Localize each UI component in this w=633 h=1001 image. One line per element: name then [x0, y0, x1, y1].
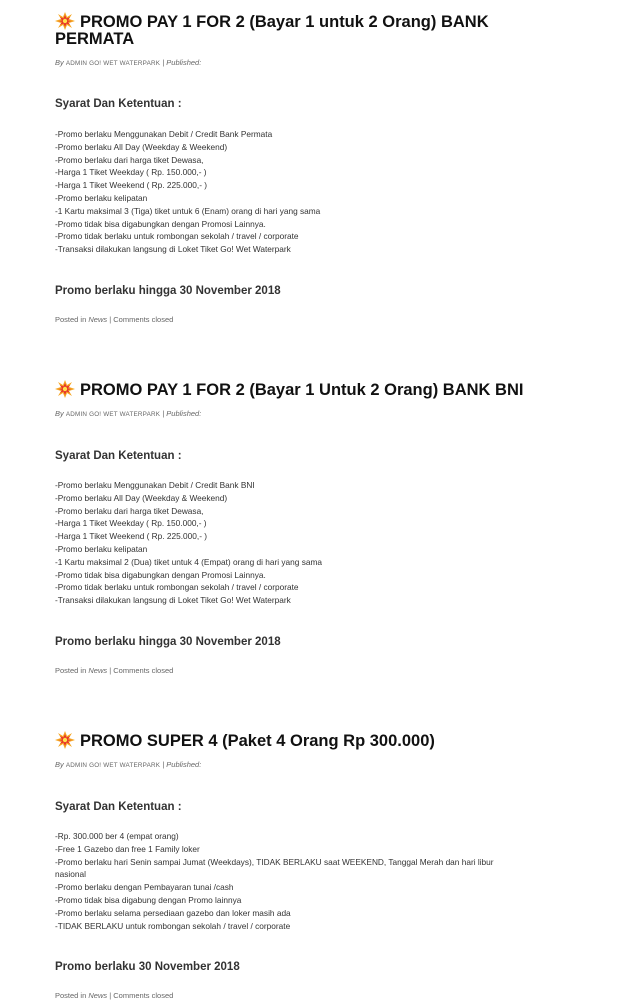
list-item: -Promo berlaku selama persediaan gazebo dan loker masih ada [55, 907, 291, 918]
list-item: -Harga 1 Tiket Weekday ( Rp. 150.000,- ) [55, 518, 207, 529]
collision-emoji-icon [55, 12, 75, 30]
post-title-text: PROMO SUPER 4 (Paket 4 Orang Rp 300.000) [80, 732, 435, 750]
list-item: -Promo berlaku dari harga tiket Dewasa, [55, 505, 204, 516]
terms-heading: Syarat Dan Ketentuan : [55, 450, 182, 462]
terms-list [55, 128, 525, 256]
post-title[interactable] [55, 731, 525, 750]
author-link[interactable]: ADMIN GO! WET WATERPARK [65, 60, 161, 67]
list-item: -Harga 1 Tiket Weekend ( Rp. 225.000,- ) [55, 531, 208, 542]
post-super-4 [55, 731, 525, 1000]
list-item: -Promo berlaku All Day (Weekday & Weekend) [55, 492, 228, 503]
list-item: -Promo tidak bisa digabung dengan Promo lainnya [55, 894, 242, 905]
category-link[interactable]: News [88, 315, 108, 324]
list-item: -Promo tidak bisa digabungkan dengan Promosi Lainnya. [55, 218, 266, 229]
comments-closed-link: | Comments closed [109, 666, 174, 675]
list-item: -Promo tidak berlaku untuk rombongan sekolah / travel / corporate [55, 231, 299, 242]
list-item: -Promo berlaku All Day (Weekday & Weekend) [55, 141, 228, 152]
list-item: -Promo berlaku hari Senin sampai Jumat (Weekdays), TIDAK BERLAKU saat WEEKEND, Tanggal Merah dan hari libur nasional [55, 856, 494, 880]
list-item: -Promo tidak bisa digabungkan dengan Promosi Lainnya. [55, 569, 266, 580]
post-meta: Posted in News | Comments closed [55, 666, 174, 675]
post-title-text: PROMO PAY 1 FOR 2 (Bayar 1 Untuk 2 Orang) BANK BNI [80, 381, 524, 399]
post-byline: By ADMIN GO! WET WATERPARK | Published: [55, 409, 202, 418]
list-item: -Promo berlaku Menggunakan Debit / Credit Bank Permata [55, 129, 273, 139]
terms-list [55, 830, 525, 932]
post-byline: By ADMIN GO! WET WATERPARK | Published: [55, 58, 202, 67]
post-title[interactable] [55, 380, 525, 399]
promo-validity: Promo berlaku hingga 30 November 2018 [55, 636, 281, 648]
list-item: -Promo berlaku kelipatan [55, 543, 148, 554]
author-link[interactable]: ADMIN GO! WET WATERPARK [65, 411, 161, 418]
list-item: -TIDAK BERLAKU untuk rombongan sekolah / travel / corporate [55, 920, 291, 931]
list-item: -Harga 1 Tiket Weekday ( Rp. 150.000,- ) [55, 167, 207, 178]
author-link[interactable]: ADMIN GO! WET WATERPARK [65, 762, 161, 769]
collision-emoji-icon [55, 380, 75, 398]
post-meta: Posted in News | Comments closed [55, 315, 174, 324]
list-item: -Rp. 300.000 ber 4 (empat orang) [55, 831, 179, 841]
list-item: -Promo berlaku dari harga tiket Dewasa, [55, 154, 204, 165]
comments-closed-link: | Comments closed [109, 991, 174, 1000]
list-item: -Free 1 Gazebo dan free 1 Family loker [55, 843, 200, 854]
post-permata [55, 12, 525, 324]
post-title[interactable] [55, 12, 525, 48]
post-byline: By ADMIN GO! WET WATERPARK | Published: [55, 760, 202, 769]
list-item: -Promo berlaku kelipatan [55, 192, 148, 203]
comments-closed-link: | Comments closed [109, 315, 174, 324]
list-item: -1 Kartu maksimal 2 (Dua) tiket untuk 4 (Empat) orang di hari yang sama [55, 556, 322, 567]
promo-validity: Promo berlaku 30 November 2018 [55, 961, 240, 973]
category-link[interactable]: News [88, 666, 108, 675]
list-item: -Promo tidak berlaku untuk rombongan sekolah / travel / corporate [55, 582, 299, 593]
terms-list [55, 479, 525, 607]
promo-validity: Promo berlaku hingga 30 November 2018 [55, 285, 281, 297]
list-item: -Promo berlaku Menggunakan Debit / Credit Bank BNI [55, 480, 255, 490]
post-meta: Posted in News | Comments closed [55, 991, 174, 1000]
list-item: -Transaksi dilakukan langsung di Loket Tiket Go! Wet Waterpark [55, 595, 291, 606]
collision-emoji-icon [55, 731, 75, 749]
list-item: -Transaksi dilakukan langsung di Loket Tiket Go! Wet Waterpark [55, 244, 291, 255]
list-item: -1 Kartu maksimal 3 (Tiga) tiket untuk 6 (Enam) orang di hari yang sama [55, 205, 321, 216]
post-bni [55, 380, 525, 675]
list-item: -Harga 1 Tiket Weekend ( Rp. 225.000,- ) [55, 180, 208, 191]
terms-heading: Syarat Dan Ketentuan : [55, 801, 182, 813]
terms-heading: Syarat Dan Ketentuan : [55, 98, 182, 110]
category-link[interactable]: News [88, 991, 108, 1000]
post-title-text: PROMO PAY 1 FOR 2 (Bayar 1 untuk 2 Orang) BANK PERMATA [55, 13, 489, 48]
list-item: -Promo berlaku dengan Pembayaran tunai /cash [55, 882, 234, 893]
